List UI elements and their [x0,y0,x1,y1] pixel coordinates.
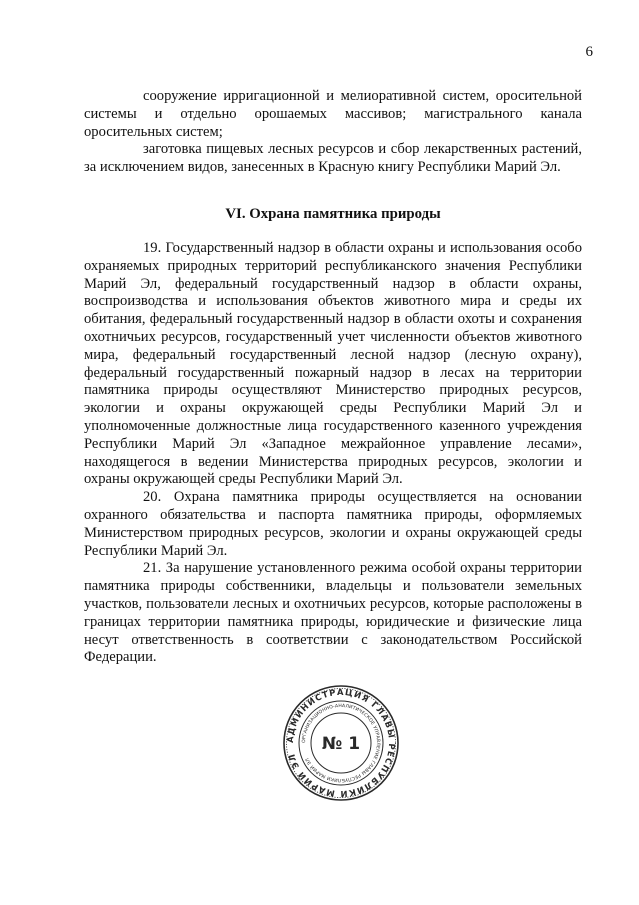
list-item: заготовка пищевых лесных ресурсов и сбор лекарственных растений, за исключением видов, занесенных в Красную книгу Республики Марий Эл. [84,141,582,176]
paragraph-21: 21. За нарушение установленного режима особой охраны территории памятника природы собственники, владельцы и пользователи земельных участков, пользователи лесных и охотничьих ресурсов, которые расположены в границах территории памятника природы, юридические и физические лица несут ответственность в соответствии с законодательством Российской Федерации. [84,560,582,666]
seal-outer-text: АДМИНИСТРАЦИЯ ГЛАВЫ РЕСПУБЛИКИ МАРИЙ ЭЛ [284,686,398,800]
seal-inner-text: ОРГАНИЗАЦИОННО-АНАЛИТИЧЕСКОЕ УПРАВЛЕНИЕ ГЛАВЫ РЕСПУБЛИКИ МАРИЙ ЭЛ [301,703,381,783]
seal-number: № 1 [321,734,361,754]
section-body [84,240,582,667]
section-heading: VI. Охрана памятника природы [225,206,441,222]
page-number: 6 [585,44,593,60]
continuation-list [84,88,582,177]
paragraph-20: 20. Охрана памятника природы осуществляется на основании охранного обязательства и паспорта памятника природы, оформляемых Министерством природных ресурсов, экологии и охраны окружающей среды Республики Марий Эл. [84,489,582,559]
seal-graphic [282,684,400,802]
list-item: сооружение ирригационной и мелиоративной систем, оросительной системы и отдельно орошаемых массивов; магистрального канала оросительных систем; [84,88,582,140]
paragraph-19: 19. Государственный надзор в области охраны и использования особо охраняемых природных территорий республиканского значения Республики Марий Эл, федеральный государственный надзор в области охраны, воспроизводства и использования объектов животного мира и среды их обитания, федеральный государственный надзор в области охоты и сохранения охотничьих ресурсов, государственный учет численности объектов животного мира, федеральный государственный лесной надзор (лесную охрану), федеральный государственный пожарный надзор в лесах на территории памятника природы осуществляют Министерство природных ресурсов, экологии и охраны окружающей среды Республики Марий Эл и уполномоченные должностные лица государственного казенного учреждения Республики Марий Эл «Западное межрайонное управление лесами», находящегося в ведении Министерства природных ресурсов, экологии и охраны окружающей среды Республики Марий Эл. [84,240,582,488]
official-seal [282,684,400,802]
